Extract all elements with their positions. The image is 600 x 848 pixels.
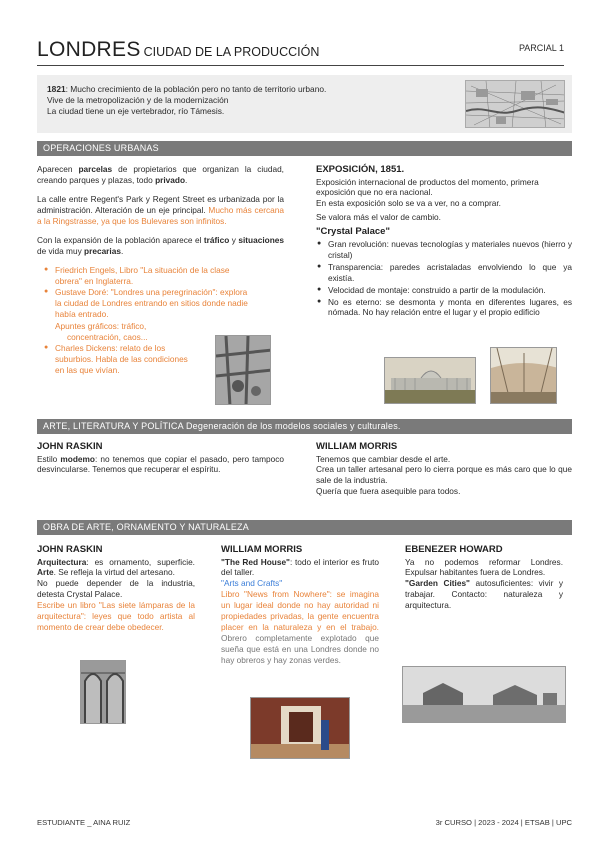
raskin-obra: JOHN RASKIN Arquitectura: es ornamento, superficie. Arte. Se refleja la virtud del artesano. No puede depender de la industria, detesta Crystal Palace. Escribe un libro "Las siete lámparas de la arquitectura": leyes que todo artista al momento de crear debe obedecer. <box>37 544 195 633</box>
morris-arte: WILLIAM MORRIS Tenemos que cambiar desde el arte. Crea un taller artesanal pero lo cierra porque es más caro que lo que sale de la industria. Quería que fuera asequible para todos. <box>316 441 572 497</box>
footer-course: 3r CURSO | 2023 - 2024 | ETSAB | UPC <box>435 818 572 827</box>
crystal-palace-bullet: ● Transparencia: paredes acristaladas envolviendo lo que ya existía. <box>316 262 572 284</box>
section-bar-arte: ARTE, LITERATURA Y POLÍTICA Degeneración de los modelos sociales y culturales. <box>37 419 572 434</box>
exam-tag: PARCIAL 1 <box>518 43 564 53</box>
crystal-palace-title: "Crystal Palace" <box>316 226 390 238</box>
garden-city-image <box>402 666 566 723</box>
crystal-palace-bullet: ● No es eterno: se desmonta y monta en diferentes lugares, es nómada. No hay relación entre el lugar y el propio edificio <box>316 297 572 319</box>
london-map-image <box>465 80 565 128</box>
red-house-interior-image <box>250 697 350 759</box>
crystal-palace-interior-image <box>490 347 557 404</box>
intro-box <box>37 75 572 133</box>
section-bar-operaciones: OPERACIONES URBANAS <box>37 141 572 156</box>
footer-student: ESTUDIANTE _ AINA RUIZ <box>37 818 131 827</box>
crystal-palace-bullet: ● Velocidad de montaje: construido a partir de la modulación. <box>316 285 572 296</box>
gothic-facade-image <box>80 660 126 724</box>
page-subtitle: CIUDAD DE LA PRODUCCIÓN <box>143 45 320 59</box>
page-title: LONDRES <box>37 38 141 61</box>
intro-line2: Vive de la metropolización y de la modernización <box>47 95 229 106</box>
section-bar-obra: OBRA DE ARTE, ORNAMENTO Y NATURALEZA <box>37 520 572 535</box>
page-header <box>37 36 564 66</box>
operaciones-left: Aparecen parcelas de propietarios que organizan la ciudad, creando parques y plazas, todo privado. La calle entre Regent's Park y Regent Street es urbanizada por la administración. Alteración de un eje principal. Mucho más cercana a la Ringstrasse, ya que los Bulevares son infinitos. Con la expansión de la población aparece el tráfico y situaciones de vida muy precarias. ● Friedrich Engels, Libro "La situación de la clase obrera" en Inglaterra. ● Gustave Doré: "Londres una peregrinación": explora la ciudad de Londres entrando en sitios donde nadie había entrado. Apuntes gráficos: tráfico, concentración, caos... ● Charles Dickens: relato de los suburbios. Habla de las condiciones en las que vivían. <box>37 164 284 377</box>
dore-notes: Apuntes gráficos: tráfico, concentración, caos... <box>55 321 148 343</box>
raskin-estilo: JOHN RASKIN Estilo modemo: no tenemos que copiar el pasado, pero tampoco desvincularse. Tenemos que recuperar el espíritu. <box>37 441 284 475</box>
raskin-title: JOHN RASKIN <box>37 441 103 452</box>
intro-line3: La ciudad tiene un eje vertebrador, río Támesis. <box>47 106 225 117</box>
bullet-engels: ● Friedrich Engels, Libro "La situación de la clase obrera" en Inglaterra. <box>43 265 248 287</box>
morris-title: WILLIAM MORRIS <box>316 441 398 452</box>
bullet-dore: ● Gustave Doré: "Londres una peregrinación": explora la ciudad de Londres entrando en sitios donde nadie había entrado. <box>43 287 248 320</box>
morris-obra: WILLIAM MORRIS "The Red House": todo el interior es fruto del taller. "Arts and Crafts" Libro "News from Nowhere": se imagina un lugar ideal donde no hay autoridad ni propiedades privadas, la gente encuentra placer en la naturaleza y en el trabajo. Obrero completamente explotado que sueña que está en una Londres donde no hay obreros y hay zonas verdes. <box>221 544 379 665</box>
bullet-dickens: ● Charles Dickens: relato de los suburbios. Habla de las condiciones en las que vivían. <box>43 343 193 376</box>
exposicion-title: EXPOSICIÓN, 1851. <box>316 164 405 175</box>
howard-obra: EBENEZER HOWARD Ya no podemos reformar Londres. Expulsar habitantes fuera de Londres. "Garden Cities" autosuficientes: vivir y trabajar. Contacto: naturaleza y arquitectura. <box>405 544 563 611</box>
exposicion-column: EXPOSICIÓN, 1851. Exposición internacional de productos del momento, primera exposición que no era nacional. En esta exposición solo se va a ver, no a comprar. Se valora más el valor de cambio. "Crystal Palace" ● Gran revolución: nuevas tecnologías y materiales nuevos (hierro y cristal) ● Transparencia: paredes acristaladas envolviendo lo que ya existía. ● Velocidad de montaje: construido a partir de la modulación. ● No es eterno: se desmonta y monta en diferentes lugares, es nómada. No hay relación entre el lugar y el propio edificio <box>316 164 572 319</box>
crystal-palace-bullet: ● Gran revolución: nuevas tecnologías y materiales nuevos (hierro y cristal) <box>316 239 572 261</box>
intro-year: 1821 <box>47 84 66 94</box>
dore-engraving-image <box>215 335 271 405</box>
intro-line1: : Mucho crecimiento de la población pero no tanto de territorio urbano. <box>65 84 327 94</box>
crystal-palace-exterior-image <box>384 357 476 404</box>
